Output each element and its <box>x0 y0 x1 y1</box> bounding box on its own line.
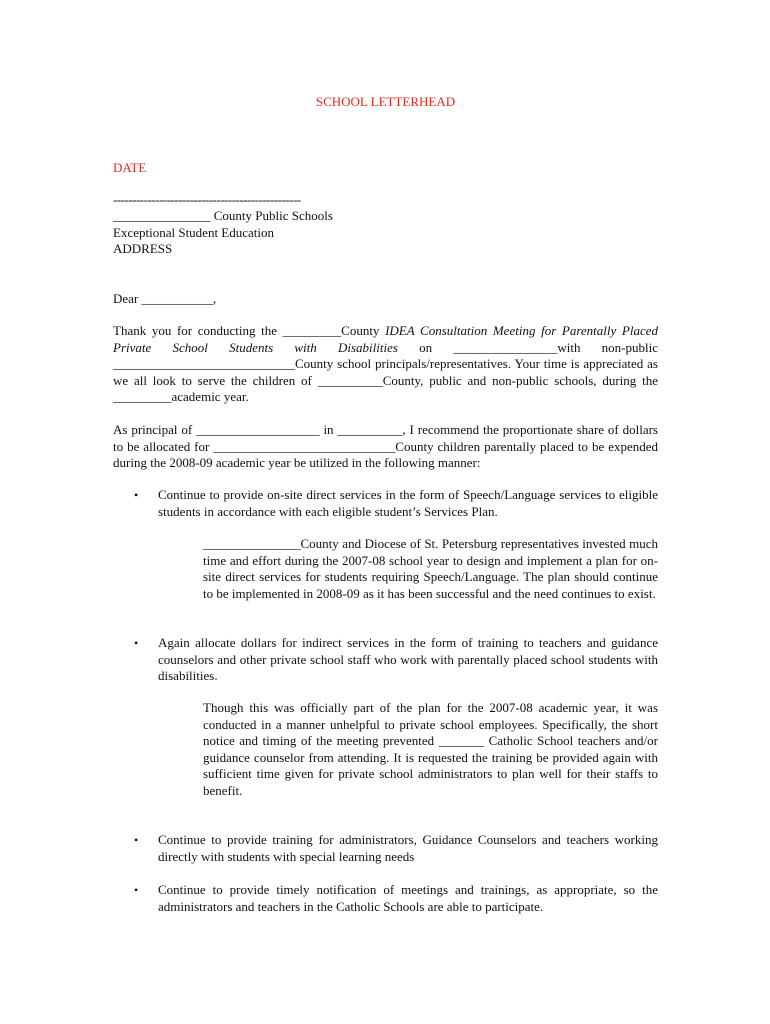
list-item <box>113 487 658 520</box>
recipient-address <box>113 208 333 258</box>
list-item-text: Continue to provide training for administrators, Guidance Counselors and teachers working directly with students with special learning needs <box>158 832 658 864</box>
recipient-line-2: Exceptional Student Education <box>113 224 275 240</box>
list-item <box>113 832 658 865</box>
paragraph-thank-you <box>113 323 658 406</box>
paragraph-recommendation: As principal of ___________________ in __________, I recommend the proportionate share of dollars to be allocated for ____________________________County children parentally placed to be expended during the 2008-09 academic year be utilized in the following manner: <box>113 422 658 470</box>
meeting-title-italic: IDEA Consultation Meeting for Parentally Placed Private School Students with Disabilities <box>113 323 658 355</box>
bullet-icon: • <box>134 833 139 847</box>
recipient-line-1: _______________ County Public Schools <box>113 208 333 223</box>
dash-separator: ------------------------------------------------- <box>113 192 301 207</box>
list-item-detail: _______________County and Diocese of St. Petersburg representatives invested much time and effort during the 2007-08 school year to design and implement a plan for on-site direct services for students requiring Speech/Language. The plan should continue to be implemented in 2008-09 as it has been successful and the need continues to exist. <box>203 536 658 601</box>
list-item-text: Again allocate dollars for indirect services in the form of training to teachers and guidance counselors and other private school staff who work with parentally placed school students with disabilities. <box>158 635 658 683</box>
bullet-icon: • <box>134 636 139 650</box>
bullet-icon: • <box>134 883 139 897</box>
list-item-detail: Though this was officially part of the plan for the 2007-08 academic year, it was conducted in a manner unhelpful to private school employees. Specifically, the short notice and timing of the meeting prevented _______ Catholic School teachers and/or guidance counselor from attending. It is requested the training be provided again with sufficient time given for private school administrators to plan well for their staffs to benefit. <box>203 700 658 798</box>
list-item-text: Continue to provide on-site direct services in the form of Speech/Language services to eligible students in accordance with each eligible student’s Services Plan. <box>158 487 658 519</box>
letterhead-placeholder: SCHOOL LETTERHEAD <box>315 94 456 109</box>
paragraph-thank-you-part-1: Thank you for conducting the _________County <box>113 323 386 338</box>
date-placeholder: DATE <box>113 160 147 175</box>
bullet-icon: • <box>134 488 139 502</box>
list-item <box>113 882 658 915</box>
list-item-text: Continue to provide timely notification of meetings and trainings, as appropriate, so the administrators and teachers in the Catholic Schools are able to participate. <box>158 882 658 914</box>
recipient-line-3: ADDRESS <box>113 241 173 256</box>
salutation: Dear ___________, <box>113 291 217 306</box>
paragraph-thank-you-part-2: on ________________with non-public ____________________________County school principals/representatives. Your time is appreciated as we all look to serve the children of __________County, public and non-public schools, during the _________academic year. <box>113 339 658 404</box>
list-item <box>113 635 658 685</box>
